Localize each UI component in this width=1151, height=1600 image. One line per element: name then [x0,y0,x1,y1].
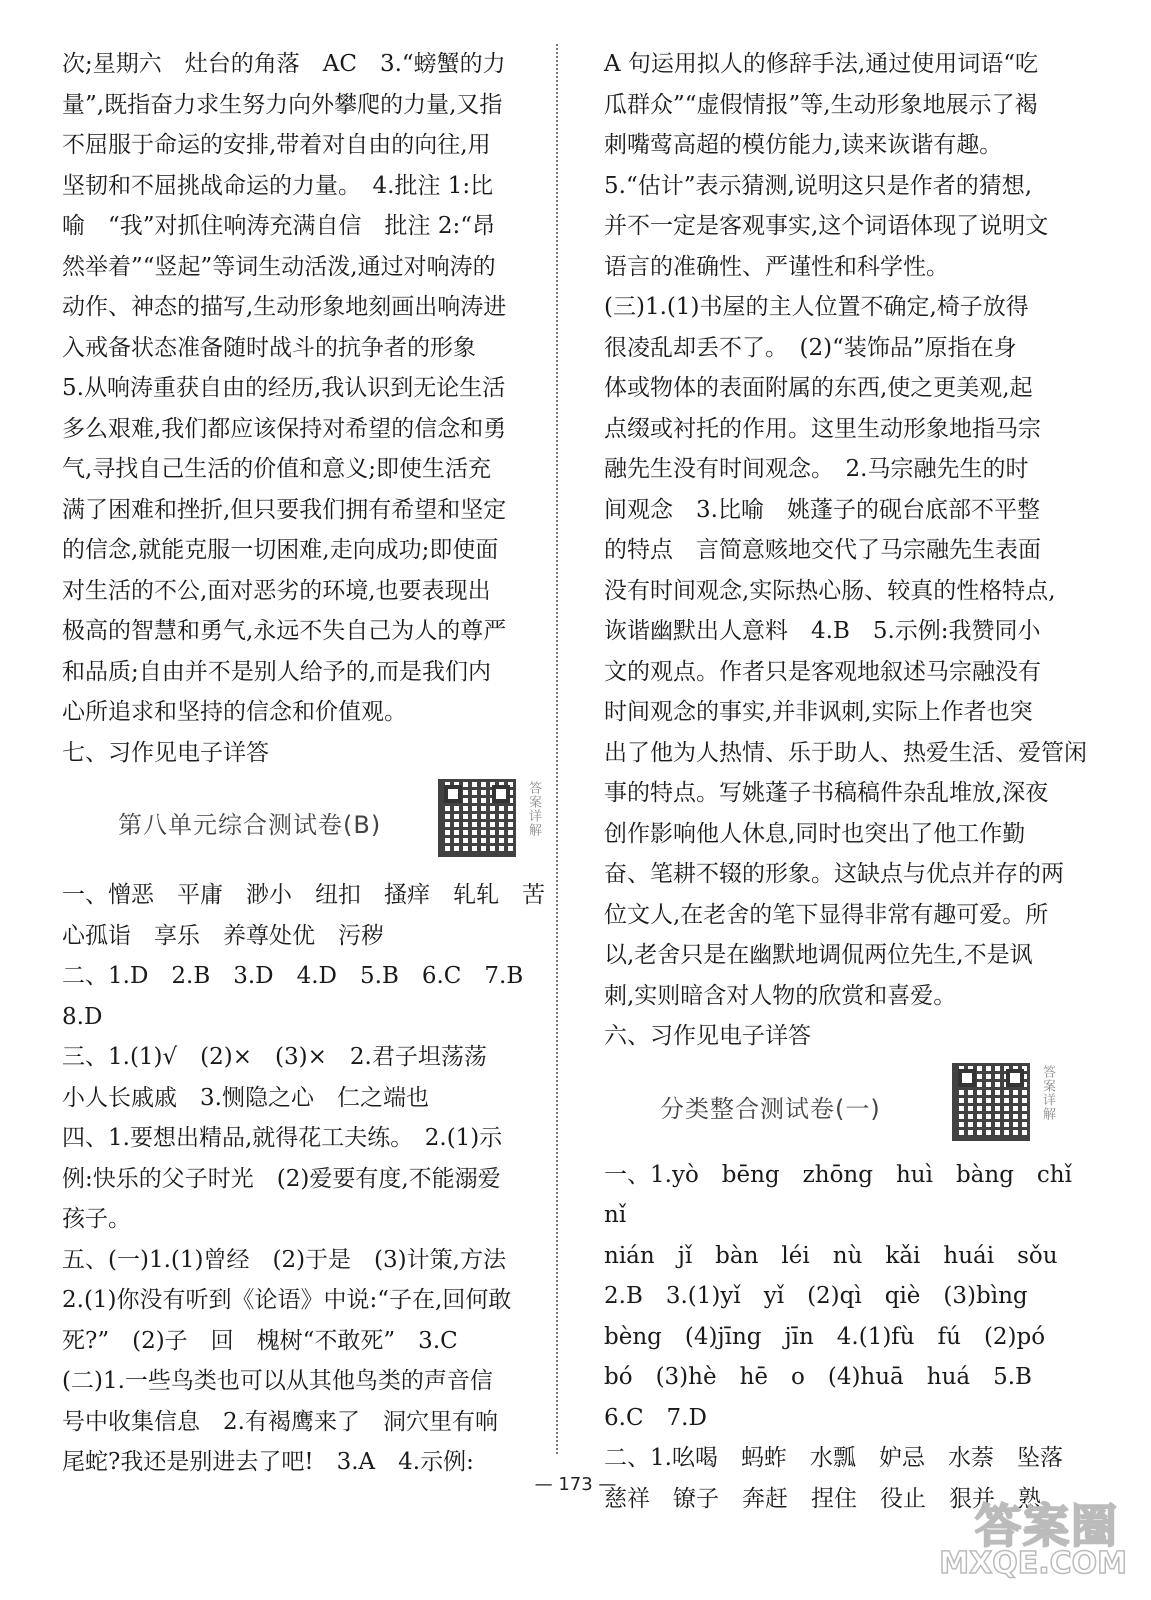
page-number: — 173 — [534,1474,617,1495]
answer-line: 多么艰难,我们都应该保持对希望的信念和勇 [62,415,507,442]
answer-line: 的特点 言简意赅地交代了马宗融先生表面 [604,537,1041,563]
answer-line: 间观念 3.比喻 姚蓬子的砚台底部不平整 [604,496,1040,523]
answer-line: 死?” (2)子 回 槐树“不敢死” 3.C [62,1327,458,1354]
test-header-category1 [604,1059,1087,1151]
left-answers-top [62,44,545,773]
answer-line: 然举着”“竖起”等词生动活泼,通过对响涛的 [62,253,496,280]
answer-line: 2.(1)你没有听到《论语》中说:“子在,回何敢 [62,1287,512,1313]
answer-line: 气,寻找自己生活的价值和意义;即使生活充 [62,456,492,482]
answer-line: 6.C 7.D [604,1404,707,1431]
answer-line: 慈祥 镣子 奔赶 捏住 役止 狠并 熟 [604,1485,1041,1512]
answer-line: nián jǐ bàn léi nù kǎi huái sǒu [604,1242,1058,1269]
answer-line: 心孤诣 享乐 养尊处优 污秽 [62,922,384,949]
answer-line: 奋、笔耕不辍的形象。这缺点与优点并存的两 [604,861,1064,887]
answer-line: 刺嘴莺高超的模仿能力,读来诙谐有趣。 [604,132,1003,158]
answer-line: 位文人,在老舍的笔下显得非常有趣可爱。所 [604,901,1049,928]
answer-line: bèng (4)jīng jīn 4.(1)fù fú (2)pó [604,1323,1046,1350]
answer-line: 创作影响他人休息,同时也突出了他工作勤 [604,820,1026,847]
answer-line: 极高的智慧和勇气,永远不失自己为人的尊严 [62,618,507,644]
answer-line: 8.D [62,1003,103,1030]
qr-caption: 答案详解 [526,781,541,837]
left-column [62,44,545,1483]
answer-line: 量”,既指奋力求生努力向外攀爬的力量,又指 [62,91,503,118]
answer-line: bó (3)hè hē o (4)huā huá 5.B [604,1364,1032,1390]
answer-line: 动作、神态的描写,生动形象地刻画出响涛进 [62,294,507,320]
answer-line: 5.“估计”表示猜测,说明这只是作者的猜想, [604,172,1033,199]
test-title: 第八单元综合测试卷(B) [118,811,382,839]
section-heading: 七、习作见电子详答 [62,739,269,766]
answer-line: 瓜群众”“虚假情报”等,生动形象地展示了褐 [604,91,1038,118]
answer-line: A 句运用拟人的修辞手法,通过使用词语“吃 [604,51,1038,77]
answer-line: (三)1.(1)书屋的主人位置不确定,椅子放得 [604,294,1029,320]
answer-line: 尾蛇?我还是别进去了吧! 3.A 4.示例: [62,1449,474,1475]
qr-code-icon[interactable] [438,779,516,857]
test-header-unit8 [62,775,545,871]
answer-line: 的信念,就能克服一切困难,走向成功;即使面 [62,537,499,563]
answer-line: 诙谐幽默出人意料 4.B 5.示例:我赞同小 [604,618,1041,644]
answer-line: 五、(一)1.(1)曾经 (2)于是 (3)计策,方法 [62,1246,506,1273]
answer-line: 没有时间观念,实际热心肠、较真的性格特点, [604,577,1056,604]
answer-line: 号中收集信息 2.有褐鹰来了 洞穴里有响 [62,1408,498,1435]
answer-line: 融先生没有时间观念。 2.马宗融先生的时 [604,456,1029,482]
answer-line: 入戒备状态准备随时战斗的抗争者的形象 [62,334,476,361]
site-watermark [939,1490,1129,1590]
right-column [604,44,1095,1519]
answer-line: 出了他为人热情、乐于助人、热爱生活、爱管闲 [604,739,1087,766]
left-answers-bottom [62,875,545,1483]
section-heading: 六、习作见电子详答 [604,1023,811,1049]
answer-line: 并不一定是客观事实,这个词语体现了说明文 [604,213,1049,239]
answer-line: 二、1.吆喝 蚂蚱 水瓢 妒忌 水萘 坠落 [604,1445,1063,1471]
watermark-logo: 答案圈 [975,1499,1119,1553]
answer-line: 很凌乱却丢不了。 (2)“装饰品”原指在身 [604,334,1017,361]
test-title: 分类整合测试卷(一) [660,1094,881,1123]
answer-line: 满了困难和挫折,但只要我们拥有希望和坚定 [62,496,507,523]
answer-line: 次;星期六 灶台的角落 AC 3.“螃蟹的力 [62,51,506,77]
answer-line: 喻 “我”对抓住响涛充满自信 批注 2:“昂 [62,213,495,239]
answer-line: 孩子。 [62,1206,131,1232]
watermark-url: MXQE.COM [939,1546,1127,1581]
answer-line: 心所追求和坚持的信念和价值观。 [62,699,407,725]
right-answers-bottom [604,1155,1095,1520]
answer-line: 坚韧和不屈挑战命运的力量。 4.批注 1:比 [62,172,494,199]
answer-line: 一、1.yò bēng zhōng huì bàng chǐ nǐ [604,1161,1095,1228]
right-answers-top [604,44,1087,1057]
answer-line: 和品质;自由并不是别人给予的,而是我们内 [62,658,492,685]
answer-line: 2.B 3.(1)yǐ yǐ (2)qì qiè (3)bìng [604,1283,1028,1309]
column-divider [556,44,558,1454]
answer-line: 体或物体的表面附属的东西,使之更美观,起 [604,375,1033,401]
answer-line: 一、憎恶 平庸 渺小 纽扣 搔痒 轧轧 苦 [62,882,545,908]
answer-line: 二、1.D 2.B 3.D 4.D 5.B 6.C 7.B [62,963,524,989]
answer-line: 5.从响涛重获自由的经历,我认识到无论生活 [62,375,506,401]
answer-line: 对生活的不公,面对恶劣的环境,也要表现出 [62,577,491,604]
answer-line: (二)1.一些鸟类也可以从其他鸟类的声音信 [62,1368,493,1394]
answer-line: 点缀或衬托的作用。这里生动形象地指马宗 [604,415,1041,442]
answer-line: 以,老舍只是在幽默地调侃两位先生,不是讽 [604,942,1033,968]
qr-caption: 答案详解 [1040,1064,1055,1121]
answer-line: 例:快乐的父子时光 (2)爱要有度,不能溺爱 [62,1165,501,1192]
answer-line: 小人长戚戚 3.恻隐之心 仁之端也 [62,1084,429,1111]
answer-line: 不屈服于命运的安排,带着对自由的向往,用 [62,132,491,158]
answer-line: 刺,实则暗含对人物的欣赏和喜爱。 [604,982,957,1009]
answer-line: 语言的准确性、严谨性和科学性。 [604,253,949,280]
answer-line: 三、1.(1)√ (2)× (3)× 2.君子坦荡荡 [62,1044,487,1070]
answer-line: 时间观念的事实,并非讽刺,实际上作者也突 [604,699,1033,725]
answer-line: 事的特点。写姚蓬子书稿稿件杂乱堆放,深夜 [604,780,1049,806]
answer-line: 文的观点。作者只是客观地叙述马宗融没有 [604,658,1041,685]
qr-code-icon[interactable] [952,1063,1030,1141]
answer-line: 四、1.要想出精品,就得花工夫练。 2.(1)示 [62,1125,503,1151]
